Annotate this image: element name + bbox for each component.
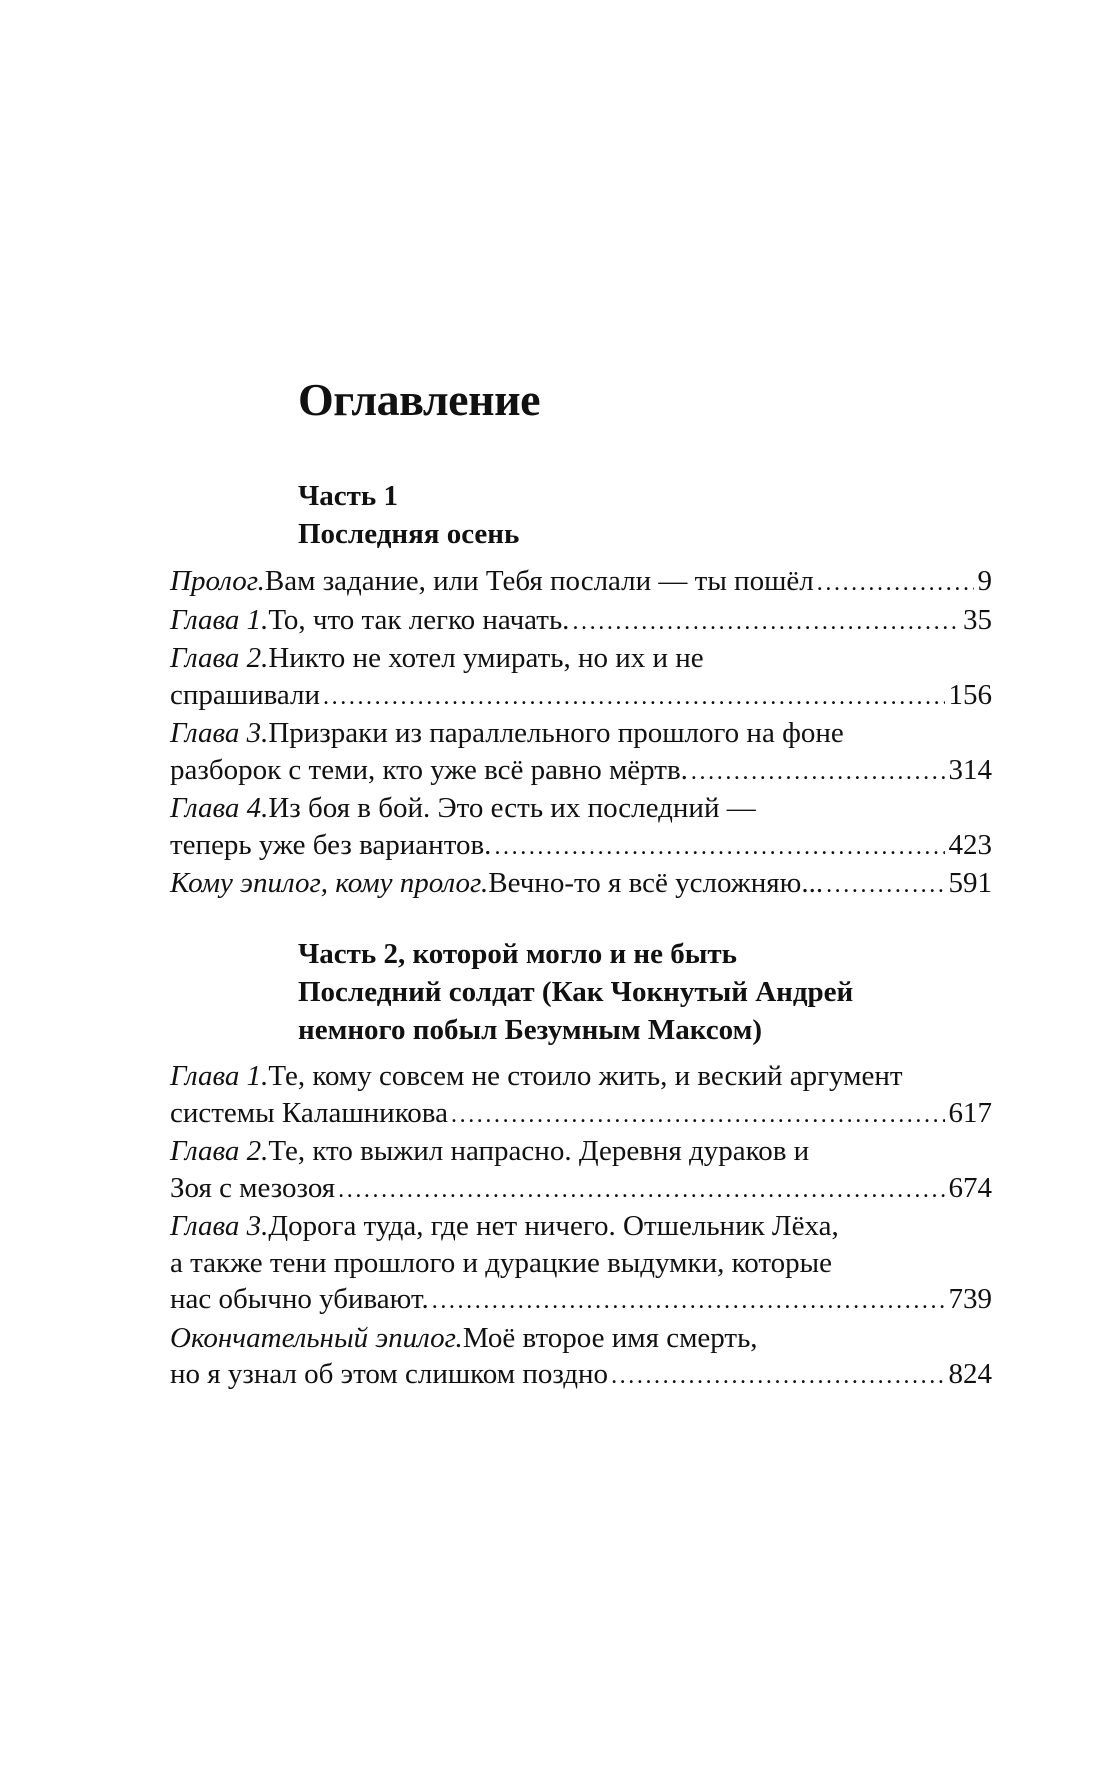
- toc-entry[interactable]: [170, 563, 992, 602]
- toc-entry[interactable]: [170, 1208, 992, 1320]
- chapter-title: системы Калашникова: [170, 1096, 448, 1129]
- toc-entry-line: [170, 1245, 992, 1282]
- chapter-title: Те, кому совсем не стоило жить, и веский аргумент: [268, 1060, 903, 1092]
- page-number: 617: [948, 1096, 992, 1129]
- toc-entry-line: [170, 865, 992, 904]
- chapter-title: Призраки из параллельного прошлого на фоне: [268, 717, 844, 749]
- toc-entry-line: [170, 1133, 992, 1170]
- toc-entry[interactable]: [170, 1133, 992, 1208]
- chapter-label: Глава 2.: [170, 1135, 269, 1167]
- toc-entry-line: [170, 640, 992, 677]
- part-1-heading: [298, 477, 519, 553]
- chapter-label: Глава 2.: [170, 642, 269, 674]
- toc-entry[interactable]: [170, 1320, 992, 1395]
- toc-list-part-1: [170, 563, 992, 904]
- dot-leader: [451, 1097, 945, 1134]
- toc-entry-line: [170, 1170, 992, 1209]
- dot-leader: [572, 604, 959, 641]
- toc-entry-line: [170, 677, 992, 716]
- part-heading-line: немного побыл Безумным Максом): [298, 1014, 763, 1046]
- chapter-label: Кому эпилог, кому пролог.: [170, 867, 489, 899]
- chapter-title: Те, кто выжил напрасно. Деревня дураков и: [268, 1135, 810, 1167]
- toc-entry-line: [170, 1095, 992, 1134]
- dot-leader: [817, 565, 974, 602]
- chapter-title: То, что так легко начать.: [268, 603, 570, 636]
- toc-entry-line: [170, 715, 992, 752]
- dot-leader: [338, 1172, 944, 1209]
- chapter-title: нас обычно убивают.: [170, 1283, 429, 1315]
- page-number: 35: [963, 603, 992, 636]
- page-title: Оглавление: [298, 374, 541, 425]
- chapter-title: а также тени прошлого и дурацкие выдумки, которые: [170, 1246, 833, 1279]
- toc-entry-line: [170, 1058, 992, 1095]
- chapter-label: Глава 4.: [170, 792, 269, 824]
- page-number: 674: [948, 1171, 992, 1204]
- dot-leader: [691, 754, 945, 791]
- toc-entry-line: [170, 602, 992, 641]
- toc-entry-line: [170, 752, 992, 791]
- chapter-title: Моё второе имя смерть,: [462, 1321, 758, 1354]
- page-number: 739: [948, 1283, 992, 1315]
- chapter-title: Вам задание, или Тебя послали — ты пошёл: [264, 565, 814, 597]
- part-heading-line: Последняя осень: [298, 518, 520, 550]
- chapter-label: Глава 1.: [170, 1060, 269, 1092]
- chapter-title: спрашивали: [170, 678, 321, 711]
- chapter-label: Глава 3.: [170, 1210, 269, 1242]
- toc-entry-line: [170, 790, 992, 827]
- toc-entry[interactable]: [170, 640, 992, 715]
- dot-leader: [611, 1358, 944, 1395]
- page-number: 314: [948, 753, 992, 786]
- chapter-label: Глава 3.: [170, 717, 269, 749]
- page-number: 156: [948, 678, 992, 711]
- chapter-title: Никто не хотел умирать, но их и не: [268, 642, 704, 674]
- toc-list-part-2: [170, 1058, 992, 1395]
- toc-entry-line: [170, 1356, 992, 1395]
- toc-entry-line: [170, 563, 992, 602]
- toc-entry-line: [170, 1208, 992, 1245]
- toc-entry-line: [170, 827, 992, 866]
- chapter-title: Зоя с мезозоя: [170, 1171, 336, 1204]
- toc-entry[interactable]: [170, 865, 992, 904]
- chapter-title: Дорога туда, где нет ничего. Отшельник Лёха,: [268, 1210, 839, 1242]
- toc-entry[interactable]: [170, 715, 992, 790]
- part-heading-line: Последний солдат (Как Чокнутый Андрей: [298, 976, 854, 1008]
- part-heading-line: Часть 2, которой могло и не быть: [298, 938, 737, 970]
- dot-leader: [323, 679, 944, 716]
- part-2-heading: [298, 935, 853, 1049]
- chapter-title: теперь уже без вариантов.: [170, 828, 492, 861]
- chapter-title: разборок с теми, кто уже всё равно мёртв.: [170, 753, 688, 786]
- page-number: 9: [977, 565, 992, 597]
- toc-entry[interactable]: [170, 602, 992, 641]
- page-number: 423: [948, 828, 992, 861]
- page-number: 591: [948, 867, 992, 899]
- dot-leader: [432, 1283, 945, 1320]
- part-heading-line: Часть 1: [298, 480, 398, 512]
- page-number: 824: [948, 1358, 992, 1390]
- dot-leader: [494, 829, 944, 866]
- toc-entry-line: [170, 1320, 992, 1357]
- chapter-label: Глава 1.: [170, 603, 269, 636]
- chapter-label: Окончательный эпилог.: [170, 1321, 463, 1354]
- chapter-label: Пролог.: [170, 565, 265, 597]
- toc-entry-line: [170, 1281, 992, 1320]
- chapter-title: но я узнал об этом слишком поздно: [170, 1358, 609, 1390]
- chapter-title: Вечно-то я всё усложняю...: [488, 867, 824, 899]
- toc-entry[interactable]: [170, 790, 992, 865]
- dot-leader: [826, 867, 944, 904]
- chapter-title: Из боя в бой. Это есть их последний —: [268, 792, 756, 824]
- toc-entry[interactable]: [170, 1058, 992, 1133]
